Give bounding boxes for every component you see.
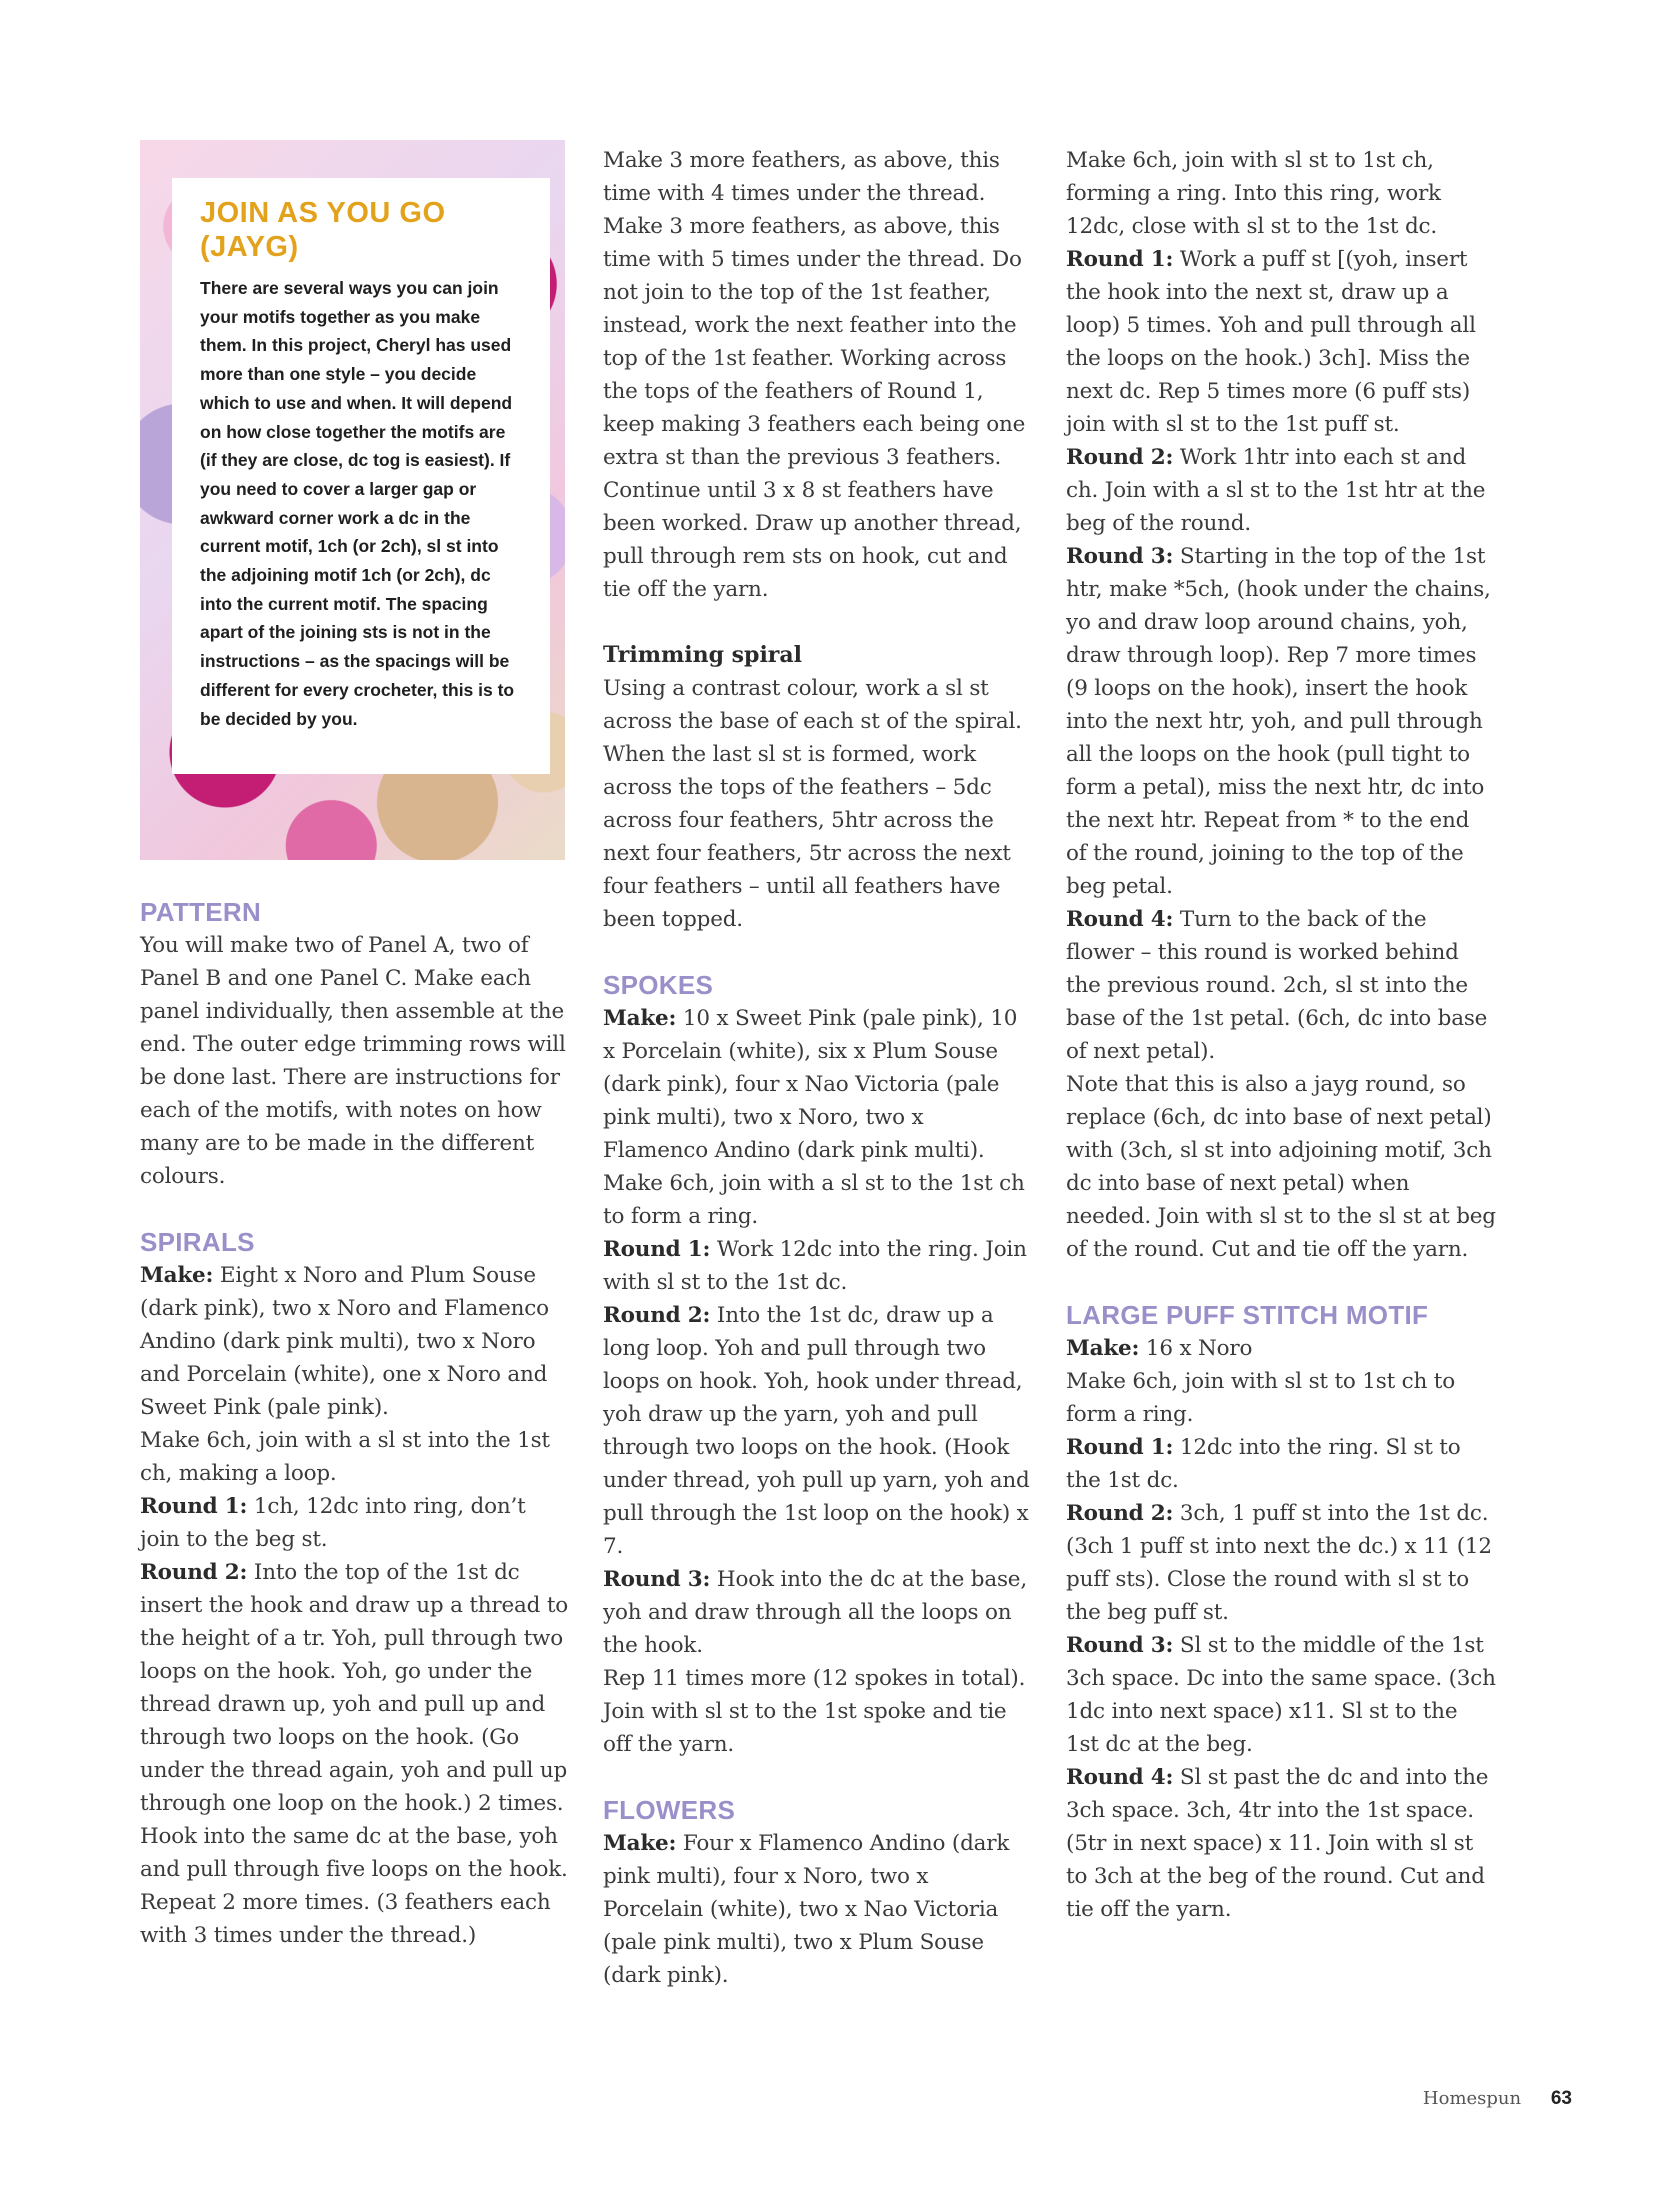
trimming-heading: Trimming spiral [603, 642, 802, 668]
large-puff-round-2: Round 2: 3ch, 1 puff st into the 1st dc. (3ch 1 puff st into next the dc.) x 11 (12 puff sts). Close the round with sl st to the beg puff st. [1066, 1501, 1492, 1625]
spokes-repeat: Rep 11 times more (12 spokes in total). Join with sl st to the 1st spoke and tie off the yarn. [603, 1666, 1026, 1757]
flowers-heading: FLOWERS [603, 1795, 736, 1825]
spirals-heading: SPIRALS [140, 1227, 255, 1257]
column-1 [140, 896, 570, 1952]
sidebar-title-line2: (JAYG) [200, 231, 299, 263]
large-puff-round-3: Round 3: Sl st to the middle of the 1st 3ch space. Dc into the same space. (3ch 1dc into next space) x11. Sl st to the 1st dc at the beg. [1066, 1633, 1496, 1757]
spirals-round-1: Round 1: 1ch, 12dc into ring, don’t join to the beg st. [140, 1494, 526, 1552]
trimming-text: Using a contrast colour, work a sl st across the base of each st of the spiral. When the last sl st is formed, work across the tops of the feathers – 5dc across four feathers, 5htr across the next four feathers, 5tr across the next four feathers – until all feathers have been topped. [603, 676, 1022, 932]
column-3 [1066, 144, 1496, 1926]
spirals-continued-2: Continue until 3 x 8 st feathers have been worked. Draw up another thread, pull through rem sts on hook, cut and tie off the yarn. [603, 478, 1022, 602]
flowers-round-2: Round 2: Work 1htr into each st and ch. Join with a sl st to the 1st htr at the beg of the round. [1066, 445, 1486, 536]
large-puff-heading: LARGE PUFF STITCH MOTIF [1066, 1300, 1429, 1330]
large-puff-round-1: Round 1: 12dc into the ring. Sl st to the 1st dc. [1066, 1435, 1461, 1493]
page-footer [1423, 2088, 1572, 2110]
sidebar-photo-background [140, 140, 565, 860]
spirals-start: Make 6ch, join with a sl st into the 1st ch, making a loop. [140, 1428, 550, 1486]
flowers-note: Note that this is also a jayg round, so replace (6ch, dc into base of next petal) with (3ch, sl st into adjoining motif, 3ch dc into base of next petal) when needed. Join with sl st to the sl st at beg of the round. Cut and tie off the yarn. [1066, 1072, 1496, 1262]
magazine-name: Homespun [1422, 2088, 1522, 2109]
spokes-round-1: Round 1: Work 12dc into the ring. Join with sl st to the 1st dc. [603, 1237, 1027, 1295]
sidebar-text: There are several ways you can join your motifs together as you make them. In this project, Cheryl has used more than one style – you decide which to use and when. It will depend on how close together the motifs are (if they are close, dc tog is easiest). If you need to cover a larger gap or awkward corner work a dc in the current motif, 1ch (or 2ch), sl st into the adjoining motif 1ch (or 2ch), dc into the current motif. The spacing apart of the joining sts is not in the instructions – as the spacings will be different for every crocheter, this is to be decided by you. [200, 278, 515, 729]
spokes-start: Make 6ch, join with a sl st to the 1st ch to form a ring. [603, 1171, 1025, 1229]
flowers-round-4: Round 4: Turn to the back of the flower – this round is worked behind the previous round. 2ch, sl st into the base of the 1st petal. (6ch, dc into base of next petal). [1066, 907, 1488, 1064]
flowers-round-3: Round 3: Starting in the top of the 1st htr, make *5ch, (hook under the chains, yo and draw loop around chains, yoh, draw through loop). Rep 7 more times (9 loops on the hook), insert the hook into the next htr, yoh, and pull through all the loops on the hook (pull tight to form a petal), miss the next htr, dc into the next htr. Repeat from * to the end of the round, joining to the top of the beg petal. [1066, 544, 1491, 899]
flowers-make: Make: Four x Flamenco Andino (dark pink multi), four x Noro, two x Porcelain (white), two x Nao Victoria (pale pink multi), two x Plum Souse (dark pink). [603, 1831, 1010, 1988]
spirals-continued: Make 3 more feathers, as above, this time with 4 times under the thread. Make 3 more feathers, as above, this time with 5 times under the thread. Do not join to the top of the 1st feather, instead, work the next feather into the top of the 1st feather. Working across the tops of the feathers of Round 1, keep making 3 feathers each being one extra st than the previous 3 feathers. [603, 148, 1026, 470]
page-number: 63 [1550, 2088, 1572, 2109]
jayg-sidebar [172, 178, 550, 774]
large-puff-start: Make 6ch, join with sl st to 1st ch to form a ring. [1066, 1369, 1455, 1427]
sidebar-title [200, 196, 522, 264]
large-puff-round-4: Round 4: Sl st past the dc and into the 3ch space. 3ch, 4tr into the 1st space. (5tr in next space) x 11. Join with sl st to 3ch at the beg of the round. Cut and tie off the yarn. [1066, 1765, 1489, 1922]
sidebar-title-line1: JOIN AS YOU GO [200, 197, 446, 229]
spokes-round-3: Round 3: Hook into the dc at the base, yoh and draw through all the loops on the hook. [603, 1567, 1027, 1658]
spokes-round-2: Round 2: Into the 1st dc, draw up a long loop. Yoh and pull through two loops on hook. Yoh, hook under thread, yoh draw up the yarn, yoh and pull through two loops on the hook. (Hook under thread, yoh pull up yarn, yoh and pull through the 1st loop on the hook) x 7. [603, 1303, 1030, 1559]
spokes-heading: SPOKES [603, 970, 714, 1000]
column-2 [603, 144, 1033, 1992]
pattern-heading: PATTERN [140, 897, 262, 927]
make-label: Make: [140, 1263, 214, 1288]
flowers-round-1: Round 1: Work a puff st [(yoh, insert the hook into the next st, draw up a loop) 5 times. Yoh and pull through all the loops on the hook.) 3ch]. Miss the next dc. Rep 5 times more (6 puff sts) join with sl st to the 1st puff st. [1066, 247, 1476, 437]
spirals-make: Make: Eight x Noro and Plum Souse (dark pink), two x Noro and Flamenco Andino (dark pink multi), two x Noro and Porcelain (white), one x Noro and Sweet Pink (pale pink). [140, 1263, 549, 1420]
spirals-round-2: Round 2: Into the top of the 1st dc insert the hook and draw up a thread to the height of a tr. Yoh, pull through two loops on the hook. Yoh, go under the thread drawn up, yoh and pull up and through two loops on the hook. (Go under the thread again, yoh and pull up through one loop on the hook.) 2 times. Hook into the same dc at the base, yoh and pull through five loops on the hook. Repeat 2 more times. (3 feathers each with 3 times under the thread.) [140, 1560, 569, 1948]
spokes-make: Make: 10 x Sweet Pink (pale pink), 10 x Porcelain (white), six x Plum Souse (dark pink), four x Nao Victoria (pale pink multi), two x Noro, two x Flamenco Andino (dark pink multi). [603, 1006, 1018, 1163]
flowers-start: Make 6ch, join with sl st to 1st ch, forming a ring. Into this ring, work 12dc, close with sl st to the 1st dc. [1066, 148, 1441, 239]
large-puff-make: Make: 16 x Noro [1066, 1336, 1253, 1361]
pattern-text: You will make two of Panel A, two of Panel B and one Panel C. Make each panel individually, then assemble at the end. The outer edge trimming rows will be done last. There are instructions for each of the motifs, with notes on how many are to be made in the different colours. [140, 933, 566, 1189]
